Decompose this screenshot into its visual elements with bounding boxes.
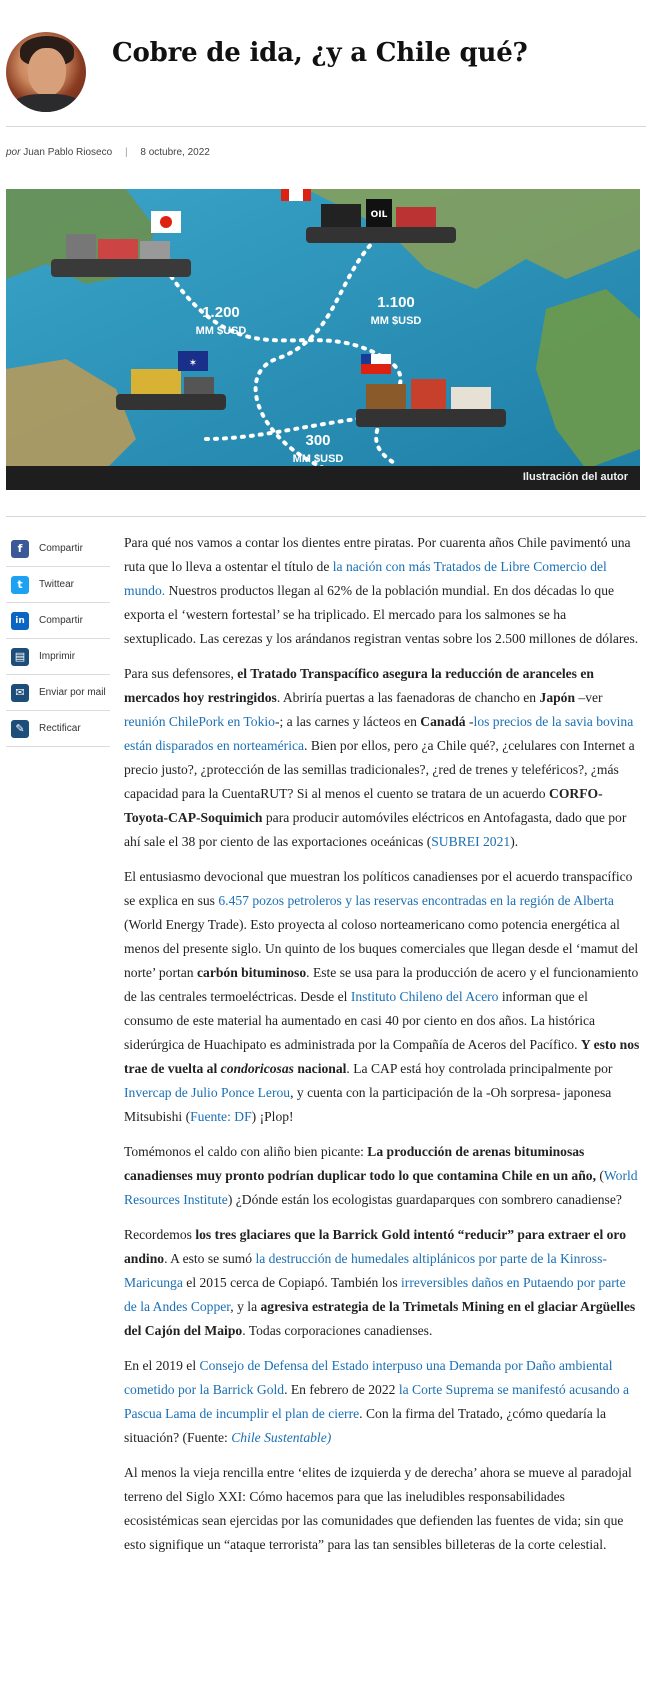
paragraph: Recordemos los tres glaciares que la Barrick Gold intentó “reducir” para extraer el oro andino. A esto se sumó la destrucción de humedales altiplánicos por parte de la Kinross-Maricunga el 2015 cerca de Copiapó. También los irreversibles daños en Putaendo por parte de la Andes Copper, y la agresiva estrategia de la Trimetals Mining en el glaciar Argüelles del Cajón del Maipo. Todas corporaciones canadienses. [124,1227,636,1338]
paragraph: En el 2019 el Consejo de Defensa del Estado interpuso una Demanda por Daño ambiental cometido por la Barrick Gold. En febrero de 2022 la Corte Suprema se manifestó acusando a Pascua Lama de incumplir el plan de cierre. Con la firma del Tratado, ¿cómo quedaría la situación? (Fuente: Chile Sustentable) [124,1358,630,1445]
publish-date: 8 octubre, 2022 [140,147,210,158]
australia-unit-label: MM $USD [292,453,344,465]
print-button[interactable] [6,639,110,675]
divider [6,516,646,517]
inline-link[interactable]: la nación con más Tratados de Libre Comercio del mundo. [124,559,607,598]
inline-link[interactable]: Fuente: DF [190,1109,252,1124]
inline-link[interactable]: World Resources Institute [124,1168,638,1207]
inline-link[interactable]: SUBREI 2021 [431,834,511,849]
byline [6,147,210,158]
byline-separator: | [124,147,128,158]
paragraph: Para qué nos vamos a contar los dientes entre piratas. Por cuarenta años Chile pavimentó una ruta que lo lleva a ostentar el título de la nación con más Tratados de Libre Comercio del mundo. Nuestros productos llegan al 62% de la población mundial. En dos décadas lo que exporta el ‘western fortestal’ se ha triplicado. El mercado para los salmones se ha sextuplicado. Las cerezas y los arándanos registran ventas sobre los 2.500 millones de dólares. [124,535,639,646]
facebook-icon: f [11,540,29,558]
edit-icon: ✎ [11,720,29,738]
inline-link[interactable]: los precios de la savia bovina están disparados en norteamérica [124,714,634,753]
divider [6,126,646,127]
email-button[interactable] [6,675,110,711]
japan-unit-label: MM $USD [195,325,247,337]
inline-link[interactable]: la destrucción de humedales altiplánicos por parte de la Kinross-Maricunga [124,1251,607,1290]
share-label: Imprimir [39,651,76,662]
inline-link[interactable]: Consejo de Defensa del Estado interpuso una Demanda por Daño ambiental cometido por la Barrick Gold [124,1358,613,1397]
article-illustration [6,189,640,469]
mail-icon: ✉ [11,684,29,702]
rectify-button[interactable] [6,711,110,747]
share-facebook-button[interactable] [6,531,110,567]
canada-value-label: 1.100 [377,294,415,311]
figure-caption: Ilustración del autor [6,466,640,490]
japan-value-label: 1.200 [202,304,240,321]
share-sidebar [6,531,110,747]
share-twitter-button[interactable] [6,567,110,603]
share-label: Rectificar [39,723,81,734]
share-linkedin-button[interactable] [6,603,110,639]
share-label: Compartir [39,615,83,626]
print-icon: ▤ [11,648,29,666]
inline-link[interactable]: irreversibles daños en Putaendo por parte de la Andes Copper [124,1275,626,1314]
byline-por: por [6,147,21,158]
inline-link[interactable]: Invercap de Julio Ponce Lerou [124,1085,291,1100]
inline-link[interactable]: Chile Sustentable [231,1430,327,1445]
article-body [124,531,640,1568]
author-avatar[interactable] [6,32,86,112]
share-label: Twittear [39,579,75,590]
article-header [6,32,646,118]
linkedin-icon: in [11,612,29,630]
oil-label: OIL [370,210,388,220]
inline-link[interactable]: reunión ChilePork en Tokio [124,714,275,729]
svg-text:✶: ✶ [188,358,198,369]
share-label: Compartir [39,543,83,554]
paragraph: El entusiasmo devocional que muestran los políticos canadienses por el acuerdo transpacífico se explica en sus 6.457 pozos petroleros y las reservas encontradas en la región de Alberta (World Energy Trade). Esto proyecta al coloso norteamericano como potencia energética al menos del presente siglo. Un quinto de los buques comerciales que llegan desde el ‘mamut del norte’ portan carbón bituminoso. Este se usa para la producción de acero y el funcionamiento de las centrales termoeléctricas. Desde el Instituto Chileno del Acero informan que el consumo de este material ha aumentado en casi 40 por ciento en dos años. La histórica siderúrgica de Huachipato es administrada por la Compañía de Aceros del Pacífico. Y esto nos trae de vuelta al condoricosas nacional. La CAP está hoy controlada principalmente por Invercap de Julio Ponce Lerou, y cuenta con la participación de la -Oh sorpresa- japonesa Mitsubishi (Fuente: DF) ¡Plop! [124,869,640,1124]
inline-link[interactable]: la Corte Suprema se manifestó acusando a Pascua Lama de incumplir el plan de cierre [124,1382,630,1421]
paragraph: Tomémonos el caldo con aliño bien picante: La producción de arenas bituminosas canadienses muy pronto podrían duplicar todo lo que contamina Chile en un año, (World Resources Institute) ¿Dónde están los ecologistas guardaparques con sombrero canadiense? [124,1144,638,1207]
paragraph: Al menos la vieja rencilla entre ‘elites de izquierda y de derecha’ ahora se mueve al paradojal terreno del Siglo XXI: Cómo hacemos para que las ineludibles responsabilidades ecosistémicas sean ejercidas por las comunidades que defienden las fuentes de vida; sin que esto signifique un “ataque terrorista” para las tan sensibles billeteras de la corte celestial. [124,1465,632,1552]
australia-value-label: 300 [305,432,331,449]
share-label: Enviar por mail [39,687,106,698]
twitter-icon: t [11,576,29,594]
author-link[interactable]: Juan Pablo Rioseco [23,147,113,158]
page-title: Cobre de ida, ¿y a Chile qué? [112,38,528,68]
inline-link[interactable]: Instituto Chileno del Acero [350,989,499,1004]
paragraph: Para sus defensores, el Tratado Transpacífico asegura la reducción de aranceles en mercados hoy restringidos. Abriría puertas a las faenadoras de chancho en Japón –ver reunión ChilePork en Tokio-; a las carnes y lácteos en Canadá -los precios de la savia bovina están disparados en norteamérica. Bien por ellos, pero ¿a Chile qué?, ¿celulares con Internet a precio justo?, ¿protección de las semillas tradicionales?, ¿red de trenes y teleféricos?, ¿más capacidad para la CuentaRUT? Si al menos el cuento se tratara de un acuerdo CORFO-Toyota-CAP-Soquimich para producir automóviles eléctricos en Antofagasta, dado que por ahí sale el 38 por ciento de las exportaciones oceánicas (SUBREI 2021). [124,666,635,849]
canada-unit-label: MM $USD [370,315,422,327]
inline-link[interactable]: 6.457 pozos petroleros y las reservas encontradas en la región de Alberta [218,893,614,908]
